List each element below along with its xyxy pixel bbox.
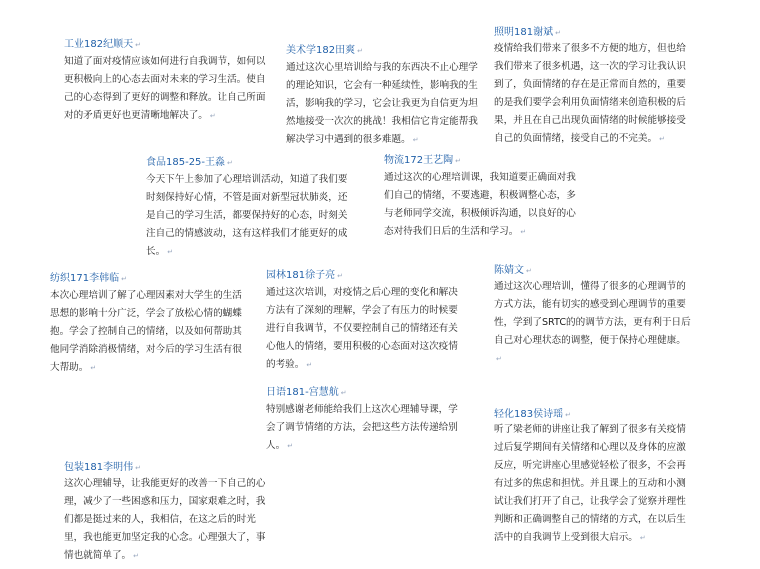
comment-text: 本次心理培训了解了心理因素对大学生的生活思想的影响十分广泛，学会了放松心情的蝴蝶抱。学会了控制自己的情绪，以及如何帮助其他同学消除消极情绪，对今后的学习生活有很大帮助。 ↵ [50, 290, 242, 373]
comment-text: 今天下午上参加了心理培训活动，知道了我们要时刻保持好心情，不管是面对新型冠状肺炎，还是自己的学习生活，都要保持好的心态，时刻关注自己的情感波动，这有这样我们才能更好的成长。 ↵ [146, 174, 348, 257]
student-name: 园林181徐子亮 ↵ [266, 270, 343, 281]
paragraph-mark-icon: ↵ [639, 534, 646, 542]
student-name: 美术学182田爽 ↵ [286, 45, 363, 56]
comment-text: 疫情给我们带来了很多不方便的地方，但也给我们带来了很多机遇，这一次的学习让我认识到了，负面情绪的存在是正常而自然的，重要的是我们要学会利用负面情绪来创造积极的后果，并且在自己出现负面情绪的时候能够接受自己的负面情绪，接受自己的不完美。 ↵ [494, 43, 686, 144]
comment-text: 这次心理辅导，让我能更好的改善一下自己的心理，减少了一些困惑和压力，国家艰难之时，我们都是挺过来的人，我相信，在这之后的时光里，我也能更加坚定我的心念。心理强大了，事情也就简单了。 ↵ [64, 478, 266, 561]
paragraph-mark-icon: ↵ [455, 157, 461, 165]
paragraph-mark-icon: ↵ [496, 355, 502, 363]
comment-text: 通过这次心理培训，懂得了很多的心理调节的方式方法，能有切实的感受到心理调节的重要性，学到了SRTC的的调节方法，更有利于日后自己对心理状态的调整，便于保持心理健康。↵ [494, 281, 691, 363]
paragraph-mark-icon: ↵ [526, 267, 532, 275]
paragraph-mark-icon: ↵ [209, 112, 216, 120]
student-name: 包装181李明伟 ↵ [64, 462, 141, 473]
student-name: 食品185-25-王淼 ↵ [146, 157, 233, 168]
paragraph-mark-icon: ↵ [227, 159, 233, 167]
student-name: 轻化183侯诗瑶 ↵ [494, 409, 571, 420]
comment-text: 知道了面对疫情应该如何进行自我调节，如何以更积极向上的心态去面对未来的学习生活。使自己的心态得到了更好的调整和释放。让自己所面对的矛盾更好也更清晰地解决了。 ↵ [64, 56, 266, 121]
comment-text: 通过这次的心理培训课，我知道要正确面对我们自己的情绪，不要逃避，积极调整心态，多与老师同学交流，积极倾诉沟通，以良好的心态对待我们日后的生活和学习。 ↵ [384, 172, 576, 237]
paragraph-mark-icon: ↵ [135, 41, 141, 49]
student-name: 纺织171李韩临 ↵ [50, 273, 127, 284]
paragraph-mark-icon: ↵ [357, 47, 363, 55]
comment-text: 听了梁老师的讲座让我了解到了很多有关疫情过后复学期间有关情绪和心理以及身体的应激反应，听完讲座心里感觉轻松了很多，不会再有过多的焦虑和担忧。并且课上的互动和小测试让我们打开了自己，让我学会了觉察并理性判断和正确调整自己的情绪的方式，在以后生活中的自我调节上受到很大启示。 ↵ [494, 424, 686, 543]
paragraph-mark-icon: ↵ [90, 364, 97, 372]
paragraph-mark-icon: ↵ [337, 272, 343, 280]
paragraph-mark-icon: ↵ [167, 248, 174, 256]
paragraph-mark-icon: ↵ [133, 552, 140, 560]
paragraph-mark-icon: ↵ [412, 136, 419, 144]
comment-text: 通过这次培训，对疫情之后心理的变化和解决方法有了深刻的理解，学会了有压力的时候要进行自我调节，不仅要控制自己的情绪还有关心他人的情绪，要用积极的心态面对这次疫情的考验。 ↵ [266, 287, 458, 370]
paragraph-mark-icon: ↵ [659, 135, 665, 143]
paragraph-mark-icon: ↵ [135, 464, 141, 472]
paragraph-mark-icon: ↵ [340, 389, 347, 397]
paragraph-mark-icon: ↵ [555, 29, 561, 37]
student-name: 工业182纪顺天 ↵ [64, 39, 141, 50]
comment-text: 通过这次心里培训给与我的东西决不止心理学的理论知识，它会有一种延续性，影响我的生活，影响我的学习，它会让我更为自信更为坦然地接受一次次的挑战！我相信它肯定能帮我解决学习中遇到的很多难题。 ↵ [286, 62, 478, 145]
paragraph-mark-icon: ↵ [565, 411, 571, 419]
student-name: 日语181-宫慧航 ↵ [266, 387, 347, 398]
student-name: 照明181谢斌 ↵ [494, 27, 561, 38]
student-name: 陈婧文 ↵ [494, 265, 532, 276]
paragraph-mark-icon: ↵ [121, 275, 127, 283]
student-name: 物流172王艺陶 ↵ [384, 155, 461, 166]
paragraph-mark-icon: ↵ [306, 361, 313, 369]
paragraph-mark-icon: ↵ [520, 228, 527, 236]
comment-text: 特别感谢老师能给我们上这次心理辅导课，学会了调节情绪的方法，会把这些方法传递给别人。 ↵ [266, 404, 458, 451]
paragraph-mark-icon: ↵ [287, 442, 294, 450]
